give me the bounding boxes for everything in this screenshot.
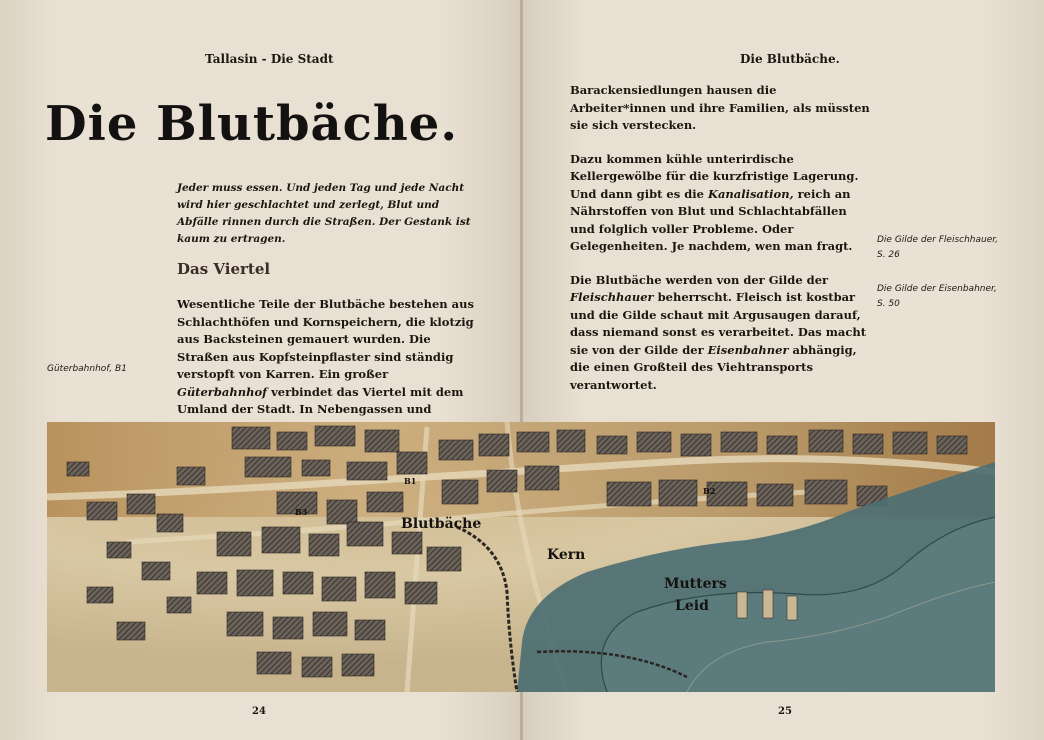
text-run: Dazu kommen kühle unterirdische Kellergewölbe für die kurzfristige Lagerung. Und dann gibt es die (570, 151, 859, 201)
text-run: abhängig, die einen Großteil des Viehtransports verantwortet. (570, 342, 857, 392)
map-label-blutbaeche: Blutbäche (401, 516, 482, 532)
margin-note-line: S. 26 (877, 250, 900, 260)
text-run: Die Blutbäche werden von der Gilde der (570, 272, 829, 287)
emphasis-gueterbahnhof: Güterbahnhof (177, 384, 268, 399)
emphasis-kanalisation: Kanalisation, (707, 186, 794, 201)
margin-note-line: S. 50 (877, 299, 900, 309)
margin-note-fleischhauer (877, 233, 998, 263)
page-number-left: 24 (252, 706, 266, 717)
running-head-right: Die Blutbäche. (740, 52, 840, 66)
page-title: Die Blutbäche. (45, 96, 459, 152)
page-number-right: 25 (778, 706, 792, 717)
map-marker-b2: B2 (703, 486, 716, 496)
text-run: reich an Nährstoffen von Blut und Schlachtabfällen und folglich voller Probleme. Oder Gelegenheiten. Je nachdem, wen man fragt. (570, 186, 853, 253)
paragraph (570, 151, 870, 256)
body-text-left (177, 296, 477, 435)
paragraph (570, 272, 870, 395)
emphasis-eisenbahner: Eisenbahner (707, 342, 789, 357)
text-run: Wesentliche Teile der Blutbäche bestehen aus Schlachthöfen und Kornspeichern, die klotzig aus Backsteinen gemauert wurden. Die Straßen aus Kopfsteinpflaster sind ständig verstopft von Karren. Ein großer (177, 297, 474, 381)
margin-note-eisenbahner (877, 282, 997, 312)
emphasis-fleischhauer: Fleischhauer (570, 290, 654, 304)
text-run: verbindet das Viertel mit dem Umland der Stadt. In Nebengassen und (177, 384, 464, 416)
map-illustration (47, 422, 995, 692)
map-label-kern: Kern (547, 547, 586, 563)
text-run: beherrscht. Fleisch ist kostbar und die Gilde schaut mit Argusaugen darauf, dass niemand sonst es verarbeitet. Das macht sie von der Gilde der (570, 290, 867, 357)
map-label-leid: Leid (675, 598, 709, 614)
margin-note-line: Die Gilde der Fleischhauer, (877, 235, 998, 245)
body-text-right (570, 82, 870, 410)
margin-note-line: Die Gilde der Eisenbahner, (877, 284, 997, 294)
intro-text: Jeder muss essen. Und jeden Tag und jede Nacht wird hier geschlachtet und zerlegt, Blut und Abfälle rinnen durch die Straßen. Der Gestank ist kaum zu ertragen. (177, 182, 471, 245)
margin-note-gueterbahnhof: Güterbahnhof, B1 (47, 364, 127, 374)
map-marker-b3: B3 (295, 507, 308, 517)
section-heading: Das Viertel (177, 260, 271, 278)
map-label-mutters: Mutters (664, 576, 727, 592)
running-head-left: Tallasin - Die Stadt (205, 52, 334, 66)
paragraph: Barackensiedlungen hausen die Arbeiter*innen und ihre Familien, als müssten sie sich verstecken. (570, 83, 870, 132)
city-map (47, 422, 995, 692)
map-marker-b1: B1 (404, 476, 417, 486)
paragraph (177, 296, 477, 419)
